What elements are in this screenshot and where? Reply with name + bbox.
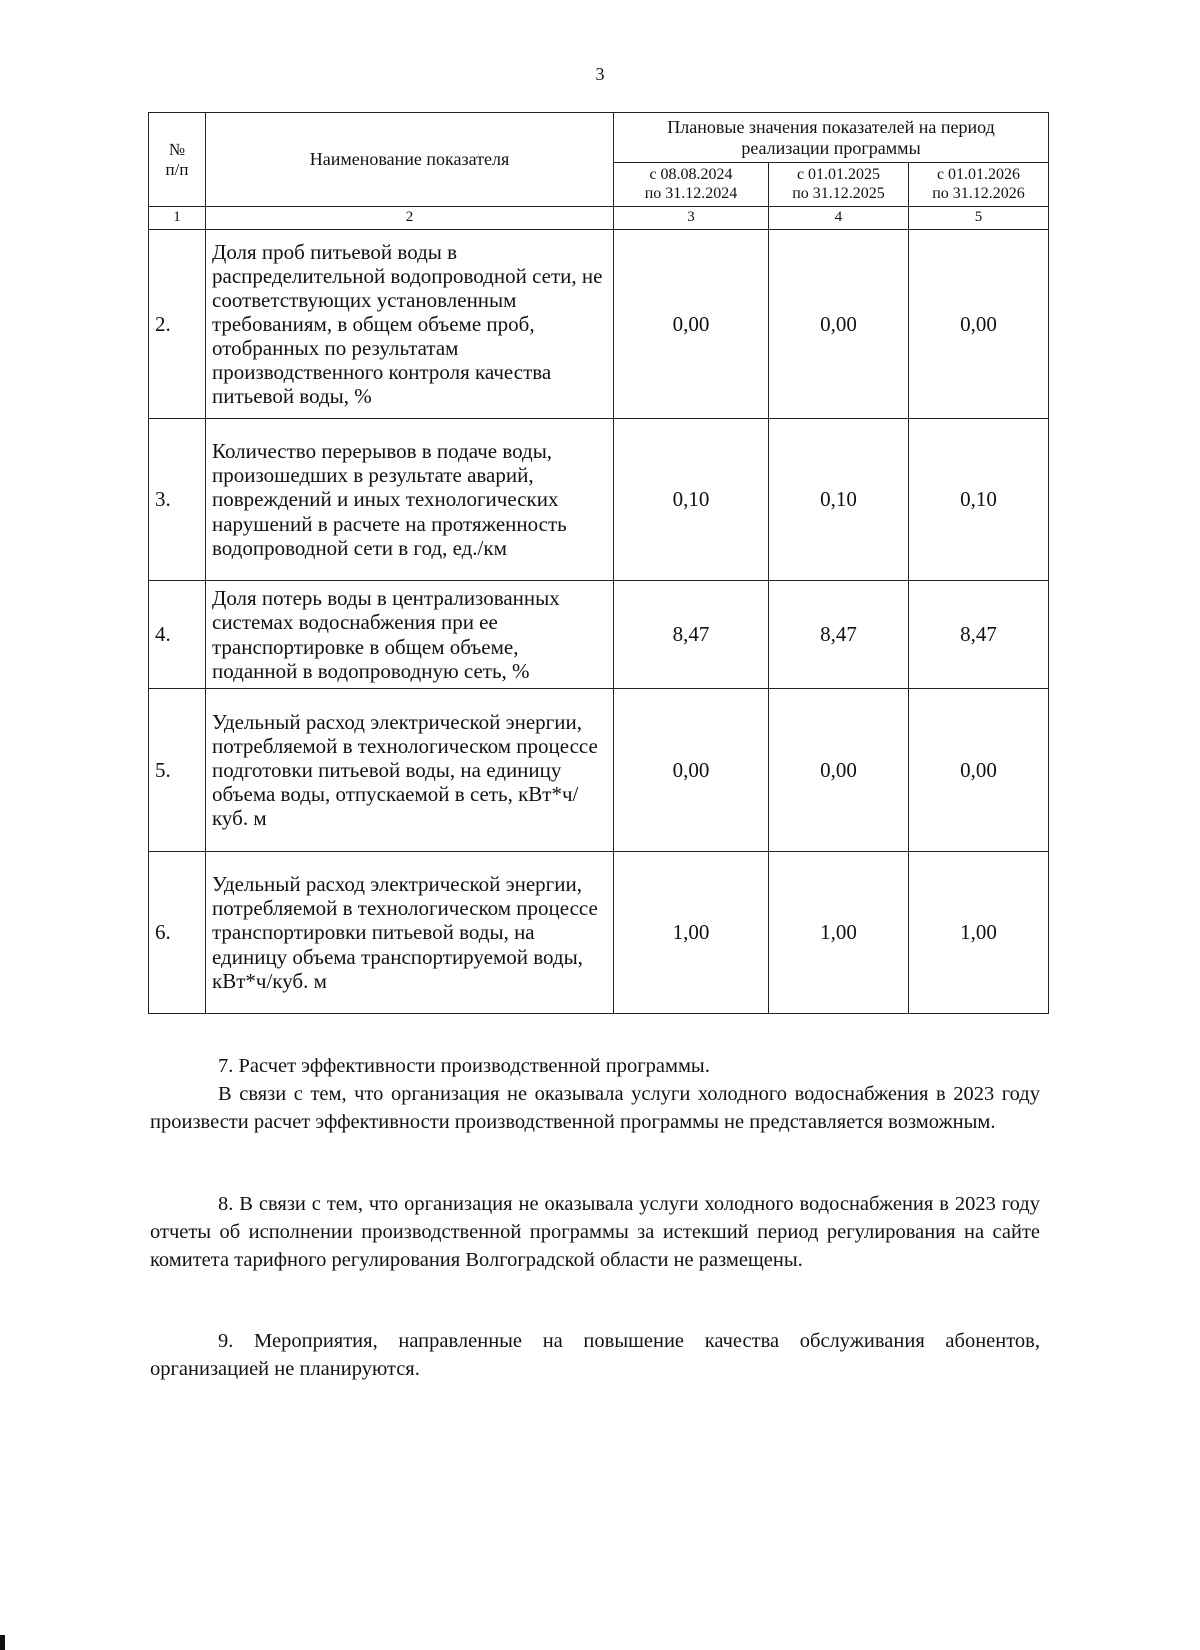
indicator-value: 0,00 [769,230,909,419]
table-row [149,419,1049,581]
indicator-value: 8,47 [614,581,769,689]
scan-edge-mark [0,1635,5,1650]
index-cell: 5 [909,207,1049,230]
indicator-value: 1,00 [769,852,909,1014]
indicators-table-wrap [148,112,1049,1014]
indicator-value: 0,00 [614,689,769,852]
index-cell: 2 [206,207,614,230]
row-number: 5. [149,689,206,852]
index-cell: 3 [614,207,769,230]
row-number: 2. [149,230,206,419]
header-num: № п/п [149,113,206,207]
header-period: с 01.01.2026 по 31.12.2026 [909,163,1049,207]
indicator-value: 8,47 [909,581,1049,689]
header-plan: Плановые значения показателей на период реализации программы [614,113,1049,163]
header-name: Наименование показателя [206,113,614,207]
header-period: с 08.08.2024 по 31.12.2024 [614,163,769,207]
indicator-name: Удельный расход электрической энергии, потребляемой в технологическом процессе подготовки питьевой воды, на единицу объема воды, отпускаемой в сеть, кВт*ч/куб. м [206,689,614,852]
table-row [149,689,1049,852]
indicator-value: 1,00 [614,852,769,1014]
indicator-value: 8,47 [769,581,909,689]
index-cell: 1 [149,207,206,230]
table-row [149,852,1049,1014]
indicator-value: 0,00 [909,689,1049,852]
table-row [149,230,1049,419]
indicators-table [148,112,1049,1014]
indicator-value: 1,00 [909,852,1049,1014]
indicator-value: 0,10 [909,419,1049,581]
indicator-name: Доля проб питьевой воды в распределительной водопроводной сети, не соответствующих установленным требованиям, в общем объеме проб, отобранных по результатам производственного контроля качества питьевой воды, % [206,230,614,419]
section-7-body: В связи с тем, что организация не оказывала услуги холодного водоснабжения в 2023 году произвести расчет эффективности производственной программы не представляется возможным. [150,1083,1040,1133]
section-9: 9. Мероприятия, направленные на повышение качества обслуживания абонентов, организацией не планируются. [150,1330,1040,1380]
section-8: 8. В связи с тем, что организация не оказывала услуги холодного водоснабжения в 2023 году отчеты об исполнении производственной программы за истекший период регулирования на сайте комитета тарифного регулирования Волгоградской области не размещены. [150,1193,1040,1271]
page-number: 3 [595,64,605,84]
indicator-value: 0,10 [614,419,769,581]
indicator-value: 0,10 [769,419,909,581]
indicator-name: Удельный расход электрической энергии, потребляемой в технологическом процессе транспортировки питьевой воды, на единицу объема транспортируемой воды, кВт*ч/куб. м [206,852,614,1014]
indicator-value: 0,00 [909,230,1049,419]
row-number: 6. [149,852,206,1014]
indicator-value: 0,00 [769,689,909,852]
indicator-name: Количество перерывов в подаче воды, произошедших в результате аварий, повреждений и иных технологических нарушений в расчете на протяженность водопроводной сети в год, ед./км [206,419,614,581]
table-row [149,581,1049,689]
row-number: 4. [149,581,206,689]
indicator-value: 0,00 [614,230,769,419]
section-7-title: 7. Расчет эффективности производственной программы. [218,1055,710,1077]
index-cell: 4 [769,207,909,230]
header-period: с 01.01.2025 по 31.12.2025 [769,163,909,207]
row-number: 3. [149,419,206,581]
indicator-name: Доля потерь воды в централизованных системах водоснабжения при ее транспортировке в общем объеме, поданной в водопроводную сеть, % [206,581,614,689]
